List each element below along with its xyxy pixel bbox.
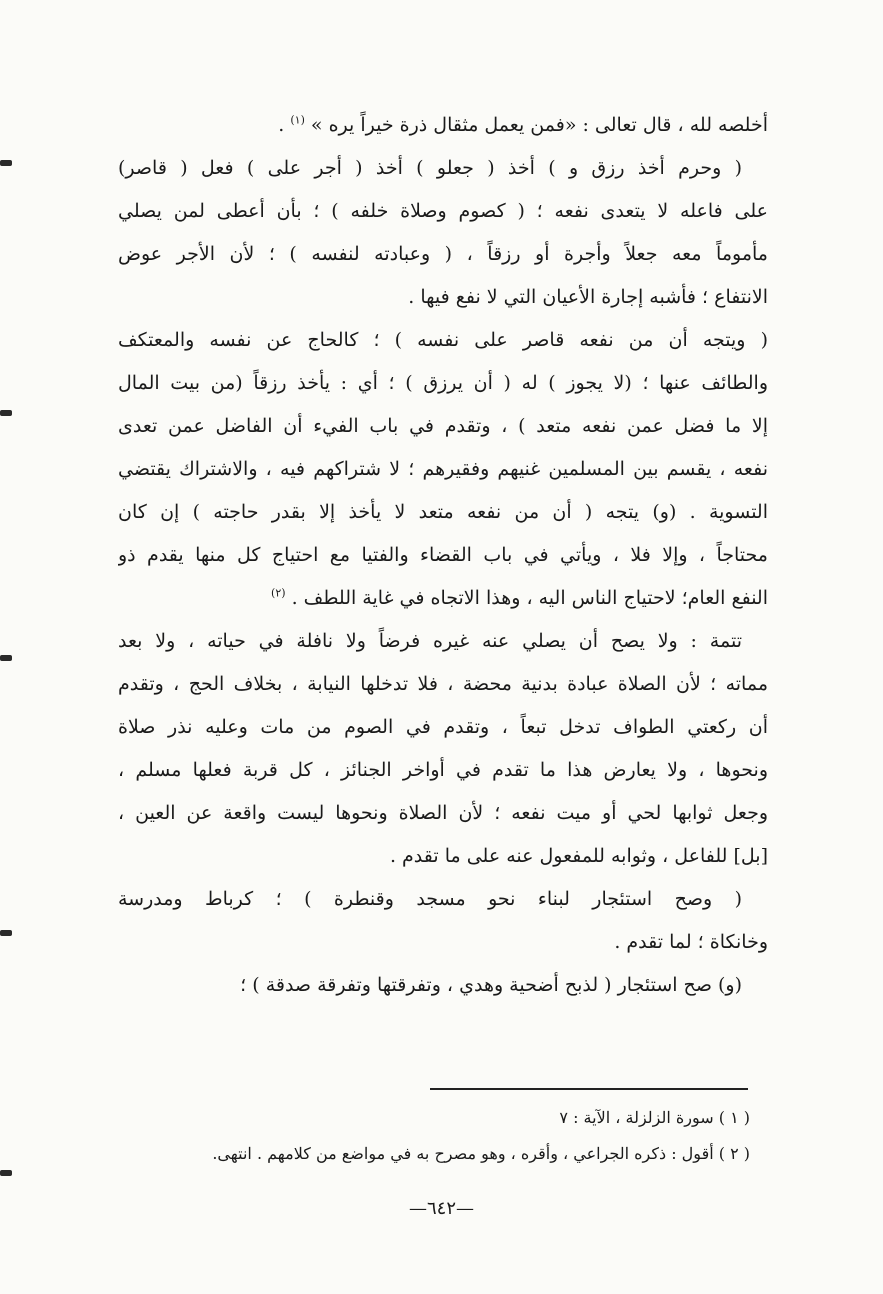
text-line: أخلصه لله ، قال تعالى : «فمن يعمل مثقال ذرة خيراً يره » $^{(١)}$ . — [278, 113, 768, 136]
margin-mark — [0, 655, 12, 661]
footnote-1: ( ١ ) سورة الزلزلة ، الآية : ٧ — [559, 1108, 750, 1127]
footnote-2: ( ٢ ) أقول : ذكره الجراعي ، وأقره ، وهو مصرح به في مواضع من كلامهم . انتهى. — [212, 1144, 750, 1163]
text-line: محتاجاً ، وإلا فلا ، ويأتي في باب القضاء والفتيا مع احتياج كل منها يقدم ذو — [118, 544, 768, 566]
footnote-ref-1: (١) — [290, 113, 305, 127]
footnote-ref-2: (٢) — [271, 586, 286, 600]
text-line: وخانكاة ؛ لما تقدم . — [614, 931, 768, 953]
text-line: مأموماً معه جعلاً وأجرة أو رزقاً ، ( وعبادته لنفسه ) ؛ لأن الأجر عوض — [118, 243, 768, 265]
text-line: والطائف عنها ؛ (لا يجوز ) له ( أن يرزق ) ؛ أي : يأخذ رزقاً (من بيت المال — [118, 372, 768, 394]
text-line: ( ويتجه أن من نفعه قاصر على نفسه ) ؛ كالحاج عن نفسه والمعتكف — [118, 329, 768, 351]
text-line: على فاعله لا يتعدى نفعه ؛ ( كصوم وصلاة خلفه ) ؛ بأن أعطى لمن يصلي — [118, 200, 768, 222]
page-number: —٦٤٢— — [408, 1198, 474, 1219]
margin-mark — [0, 160, 12, 166]
text-line: إلا ما فضل عمن نفعه متعد ) ، وتقدم في باب الفيء أن الفاضل عمن تعدى — [118, 415, 768, 437]
text-line: ونحوها ، ولا يعارض هذا ما تقدم في أواخر الجنائز ، كل قربة فعلها مسلم ، — [118, 759, 768, 781]
text-line: [بل] للفاعل ، وثوابه للمفعول عنه على ما تقدم . — [389, 845, 768, 867]
text-line: أن ركعتي الطواف تدخل تبعاً ، وتقدم في الصوم من مات وعليه نذر صلاة — [118, 716, 768, 738]
main-text — [118, 104, 768, 1007]
text-line: تتمة : ولا يصح أن يصلي عنه غيره فرضاً ولا نافلة في حياته ، ولا بعد — [118, 630, 742, 652]
text-line: ( وحرم أخذ رزق و ) أخذ ( جعلو ) أخذ ( أجر على ) فعل ( قاصر) — [118, 157, 742, 179]
text-line: التسوية . (و) يتجه ( أن من نفعه متعد لا يأخذ إلا بقدر حاجته ) إن كان — [118, 501, 768, 523]
text-line: النفع العام؛ لاحتياج الناس اليه ، وهذا الاتجاه في غاية اللطف . $^{(٢)}$ — [271, 586, 768, 609]
text-line: وجعل ثوابها لحي أو ميت نفعه ؛ لأن الصلاة ونحوها ليست واقعة عن العين ، — [118, 802, 768, 824]
footnotes — [110, 1100, 750, 1172]
text-line: (و) صح استئجار ( لذبح أضحية وهدي ، وتفرقتها وتفرقة صدقة ) ؛ — [240, 974, 742, 996]
text-line: الانتفاع ؛ فأشبه إجارة الأعيان التي لا نفع فيها . — [408, 286, 768, 308]
margin-mark — [0, 410, 12, 416]
text-line: ( وصح استئجار لبناء نحو مسجد وقنطرة ) ؛ كرباط ومدرسة — [118, 888, 742, 910]
text-line: مماته ؛ لأن الصلاة عبادة بدنية محضة ، فلا تدخلها النيابة ، بخلاف الحج ، وتقدم — [118, 673, 768, 695]
text-line: نفعه ، يقسم بين المسلمين غنيهم وفقيرهم ؛ لا شتراكهم فيه ، والاشتراك يقتضي — [118, 458, 768, 480]
margin-mark — [0, 930, 12, 936]
footnote-divider — [430, 1088, 748, 1090]
margin-mark — [0, 1170, 12, 1176]
